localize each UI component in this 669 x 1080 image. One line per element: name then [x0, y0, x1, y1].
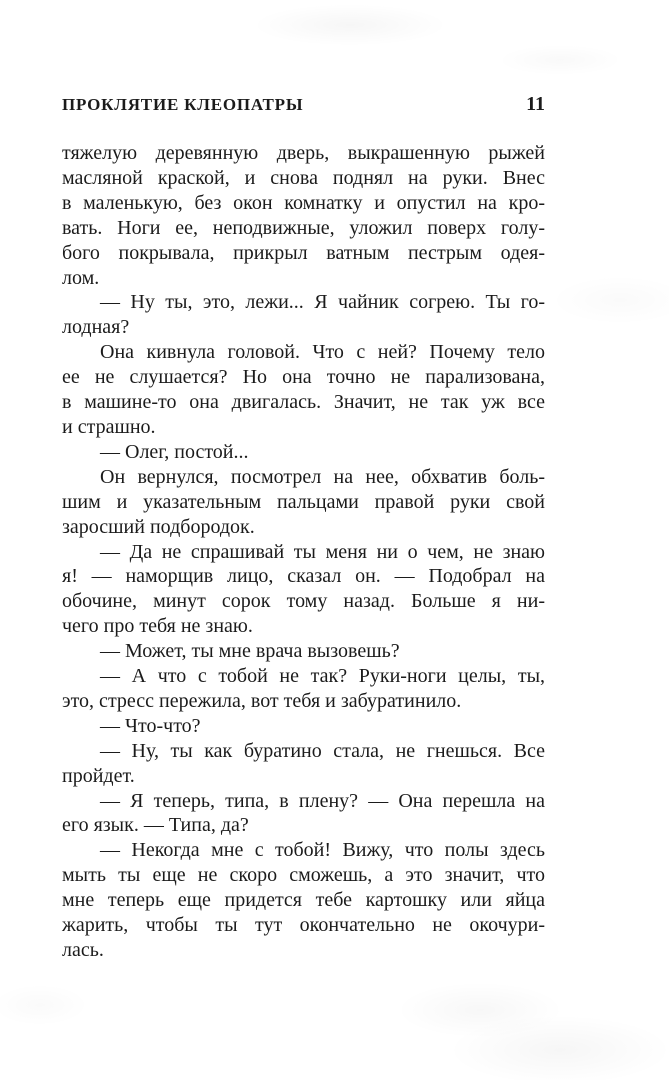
text-line: жарить, чтобы ты тут окончательно не окочури- — [62, 914, 545, 937]
text-line: бого покрывала, прикрыл ватным пестрым одея- — [62, 241, 545, 264]
text-line: шим и указательным пальцами правой руки свой — [62, 490, 545, 513]
text-line: — Ну, ты как буратино стала, не гнешься. Все — [100, 739, 545, 762]
text-line: обочине, минут сорок тому назад. Больше я ни- — [62, 590, 545, 613]
paragraph — [62, 340, 545, 440]
text-line: — Я теперь, типа, в плену? — Она перешла на — [100, 789, 545, 812]
text-line: заросший подбородок. — [62, 515, 255, 538]
paragraph — [62, 664, 545, 714]
text-line: я! — наморщив лицо, сказал он. — Подобрал на — [62, 565, 545, 588]
text-line: пройдет. — [62, 764, 135, 787]
paragraph — [62, 540, 545, 640]
text-line: в маленькую, без окон комнатку и опустил на кро- — [62, 191, 545, 214]
text-line: вать. Ноги ее, неподвижные, уложил поверх голу- — [62, 216, 545, 239]
text-line: мне теперь еще придется тебе картошку или яйца — [62, 889, 545, 912]
running-head — [62, 93, 545, 116]
text-line: — Что-что? — [100, 714, 201, 737]
paragraph — [62, 290, 545, 340]
text-line: его язык. — Типа, да? — [62, 814, 249, 837]
text-line: — Олег, постой... — [100, 440, 249, 463]
text-line: в машине-то она двигалась. Значит, не так уж все — [62, 391, 545, 414]
paragraph — [62, 440, 545, 465]
paragraph — [62, 714, 545, 739]
text-line: Она кивнула головой. Что с ней? Почему тело — [100, 341, 545, 364]
text-line: — Да не спрашивай ты меня ни о чем, не знаю — [100, 540, 545, 563]
page-number: 11 — [526, 93, 545, 115]
text-line: лом. — [62, 266, 100, 289]
paragraph — [62, 141, 545, 290]
text-line: мыть ты еще не скоро сможешь, а это значит, что — [62, 864, 545, 887]
text-line: лась. — [62, 939, 104, 961]
text-line: — Ну ты, это, лежи... Я чайник согрею. Ты го- — [100, 291, 545, 314]
paragraph — [62, 465, 545, 540]
text-line: Он вернулся, посмотрел на нее, обхватив боль- — [100, 465, 545, 488]
text-line: — Некогда мне с тобой! Вижу, что полы здесь — [100, 839, 545, 862]
text-line: масляной краской, и снова поднял на руки. Внес — [62, 166, 545, 189]
text-line: и страшно. — [62, 415, 156, 438]
paragraph — [62, 789, 545, 839]
running-title: ПРОКЛЯТИЕ КЛЕОПАТРЫ — [62, 95, 304, 114]
text-line: это, стресс пережила, вот тебя и забуратинило. — [62, 689, 462, 712]
text-line: ее не слушается? Но она точно не парализована, — [62, 366, 545, 389]
text-line: тяжелую деревянную дверь, выкрашенную рыжей — [62, 142, 545, 164]
text-line: лодная? — [62, 316, 130, 339]
paragraph — [62, 739, 545, 789]
text-line: чего про тебя не знаю. — [62, 615, 253, 638]
paragraph — [62, 838, 545, 963]
text-line: — А что с тобой не так? Руки-ноги целы, ты, — [100, 665, 545, 688]
paragraph — [62, 639, 545, 664]
text-line: — Может, ты мне врача вызовешь? — [100, 640, 400, 663]
page-body — [62, 141, 545, 963]
